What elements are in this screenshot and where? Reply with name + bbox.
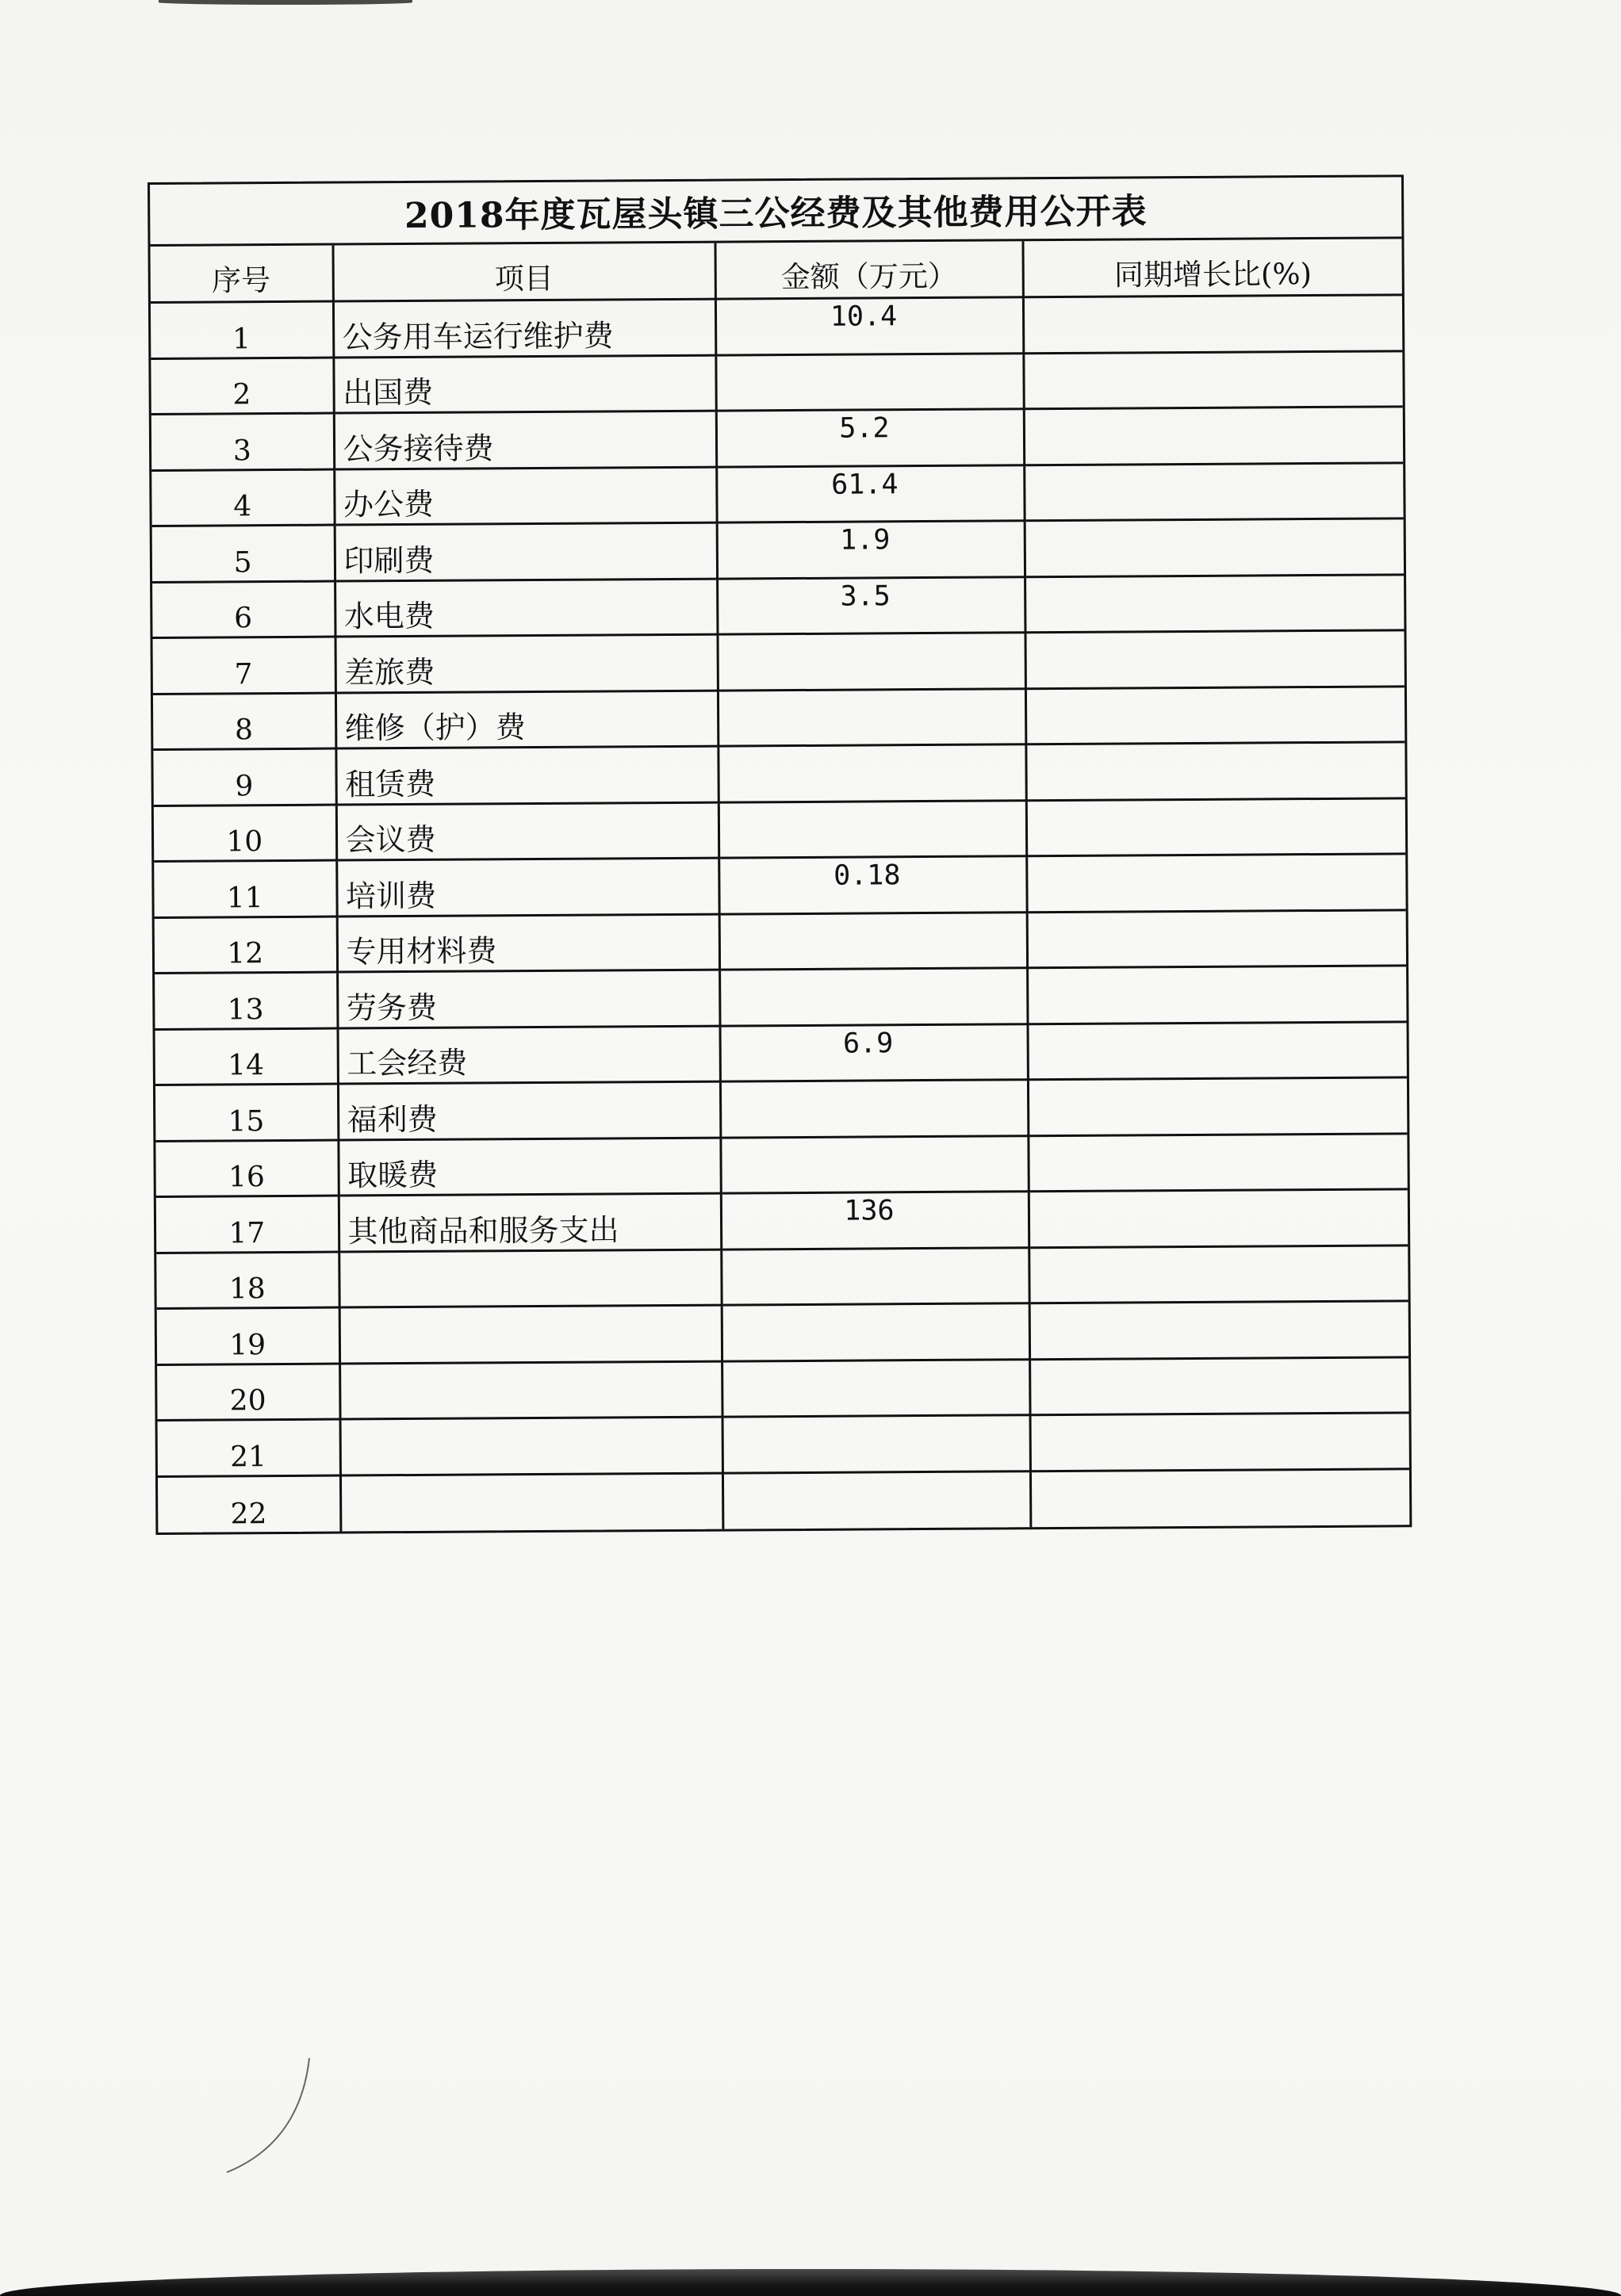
row-amount: [715, 353, 1023, 411]
row-item: 维修（护）费: [335, 691, 718, 748]
row-rate: [1024, 462, 1403, 520]
scan-edge-shadow-bottom: [0, 2269, 1621, 2296]
table-row: [153, 630, 1404, 694]
row-number: 10: [154, 805, 336, 862]
row-item: [340, 1417, 722, 1475]
row-item: 差旅费: [335, 634, 718, 692]
row-item: 公务用车运行维护费: [333, 299, 715, 357]
row-rate: [1026, 798, 1405, 855]
table-row: [156, 1245, 1408, 1308]
table-row: [157, 1357, 1408, 1420]
row-amount: 6.9: [720, 1024, 1028, 1081]
row-amount: [722, 1415, 1030, 1473]
table-header-row: [150, 239, 1401, 302]
row-rate: [1027, 966, 1406, 1024]
table-row: [155, 966, 1406, 1029]
table-row: [154, 798, 1405, 861]
table-row: [155, 909, 1406, 973]
row-number: 1: [151, 301, 333, 358]
row-rate: [1026, 854, 1405, 912]
row-amount: 10.4: [715, 297, 1023, 355]
row-rate: [1023, 350, 1402, 408]
row-number: 11: [154, 860, 336, 917]
table-row: [158, 1413, 1409, 1476]
row-rate: [1029, 1357, 1408, 1414]
row-number: 18: [156, 1252, 339, 1309]
row-amount: [722, 1471, 1030, 1529]
header-no: 序号: [150, 246, 332, 303]
row-amount: [720, 1135, 1028, 1193]
pen-mark: [222, 2053, 317, 2180]
row-rate: [1025, 519, 1404, 576]
row-rate: [1029, 1245, 1408, 1303]
row-rate: [1028, 1077, 1407, 1135]
row-number: 5: [152, 525, 335, 582]
header-item: 项目: [332, 243, 715, 301]
row-rate: [1029, 1301, 1408, 1359]
table-row: [151, 407, 1403, 470]
expense-table-container: [148, 174, 1412, 1534]
row-amount: 136: [721, 1192, 1029, 1249]
row-rate: [1025, 742, 1404, 800]
row-number: 12: [155, 916, 337, 974]
row-item: 租赁费: [335, 746, 718, 804]
table-row: [153, 742, 1404, 806]
table-row: [152, 519, 1404, 582]
row-rate: [1029, 1189, 1408, 1247]
row-rate: [1023, 295, 1402, 353]
row-item: 其他商品和服务支出: [339, 1193, 721, 1251]
page-title: 2018年度瓦屋头镇三公经费及其他费用公开表: [404, 191, 1148, 237]
row-item: [340, 1473, 722, 1531]
table-row: [157, 1301, 1408, 1364]
table-row: [155, 1077, 1407, 1141]
row-rate: [1028, 1133, 1407, 1191]
row-number: 17: [156, 1196, 339, 1253]
row-number: 16: [155, 1140, 338, 1197]
row-item: 办公费: [334, 467, 716, 525]
table-row: [155, 1021, 1407, 1085]
row-item: 出国费: [333, 355, 715, 413]
table-title-row: [150, 177, 1401, 247]
row-rate: [1030, 1468, 1409, 1526]
row-number: 22: [158, 1475, 340, 1533]
row-rate: [1025, 630, 1404, 688]
row-rate: [1025, 574, 1404, 632]
row-number: 3: [151, 413, 334, 470]
table-row: [154, 854, 1405, 917]
row-number: 19: [157, 1307, 339, 1364]
row-amount: 1.9: [717, 521, 1025, 579]
table-row: [151, 462, 1403, 526]
header-rate: 同期增长比(%): [1022, 239, 1401, 297]
row-rate: [1027, 909, 1406, 967]
row-number: 14: [155, 1028, 338, 1085]
row-number: 7: [153, 637, 335, 694]
row-number: 4: [151, 469, 334, 526]
row-number: 15: [155, 1084, 338, 1141]
table-row: [151, 350, 1402, 414]
row-amount: 0.18: [719, 856, 1026, 914]
row-amount: [718, 744, 1025, 802]
row-rate: [1030, 1413, 1409, 1471]
table-row: [153, 686, 1404, 749]
row-item: 取暖费: [338, 1138, 720, 1196]
row-amount: [719, 800, 1026, 858]
table-row: [152, 574, 1404, 637]
row-amount: 5.2: [716, 409, 1024, 467]
row-rate: [1024, 407, 1403, 465]
row-item: 福利费: [338, 1081, 720, 1139]
row-item: 印刷费: [335, 522, 717, 580]
row-amount: [721, 1247, 1029, 1305]
row-amount: [717, 633, 1025, 691]
row-item: 水电费: [335, 579, 717, 637]
table-row: [151, 295, 1402, 358]
row-item: 培训费: [336, 858, 719, 916]
row-item: [339, 1249, 721, 1307]
row-item: 劳务费: [337, 970, 719, 1027]
row-amount: 3.5: [717, 576, 1025, 634]
row-item: 专用材料费: [337, 914, 719, 972]
row-amount: [719, 968, 1027, 1026]
row-number: 2: [151, 358, 333, 415]
expense-table: [150, 239, 1409, 1532]
scan-edge-shadow-top: [159, 0, 412, 5]
row-item: [339, 1361, 722, 1419]
row-number: 21: [158, 1419, 340, 1476]
row-rate: [1025, 686, 1404, 744]
row-amount: [719, 912, 1027, 970]
table-row: [158, 1468, 1409, 1532]
table-row: [155, 1133, 1407, 1196]
row-number: 13: [155, 972, 337, 1029]
row-amount: [722, 1359, 1029, 1417]
row-item: [339, 1305, 722, 1363]
row-amount: 61.4: [716, 465, 1024, 522]
row-amount: [720, 1080, 1028, 1138]
header-amount: 金额（万元）: [715, 241, 1022, 299]
row-number: 6: [152, 581, 335, 638]
row-item: 公务接待费: [334, 411, 716, 469]
row-number: 20: [157, 1364, 339, 1421]
row-amount: [718, 688, 1025, 746]
row-amount: [722, 1303, 1029, 1361]
row-item: 会议费: [336, 802, 719, 860]
row-rate: [1028, 1021, 1407, 1079]
row-number: 8: [153, 693, 335, 750]
row-number: 9: [153, 748, 335, 806]
row-item: 工会经费: [338, 1026, 720, 1084]
table-row: [156, 1189, 1408, 1253]
